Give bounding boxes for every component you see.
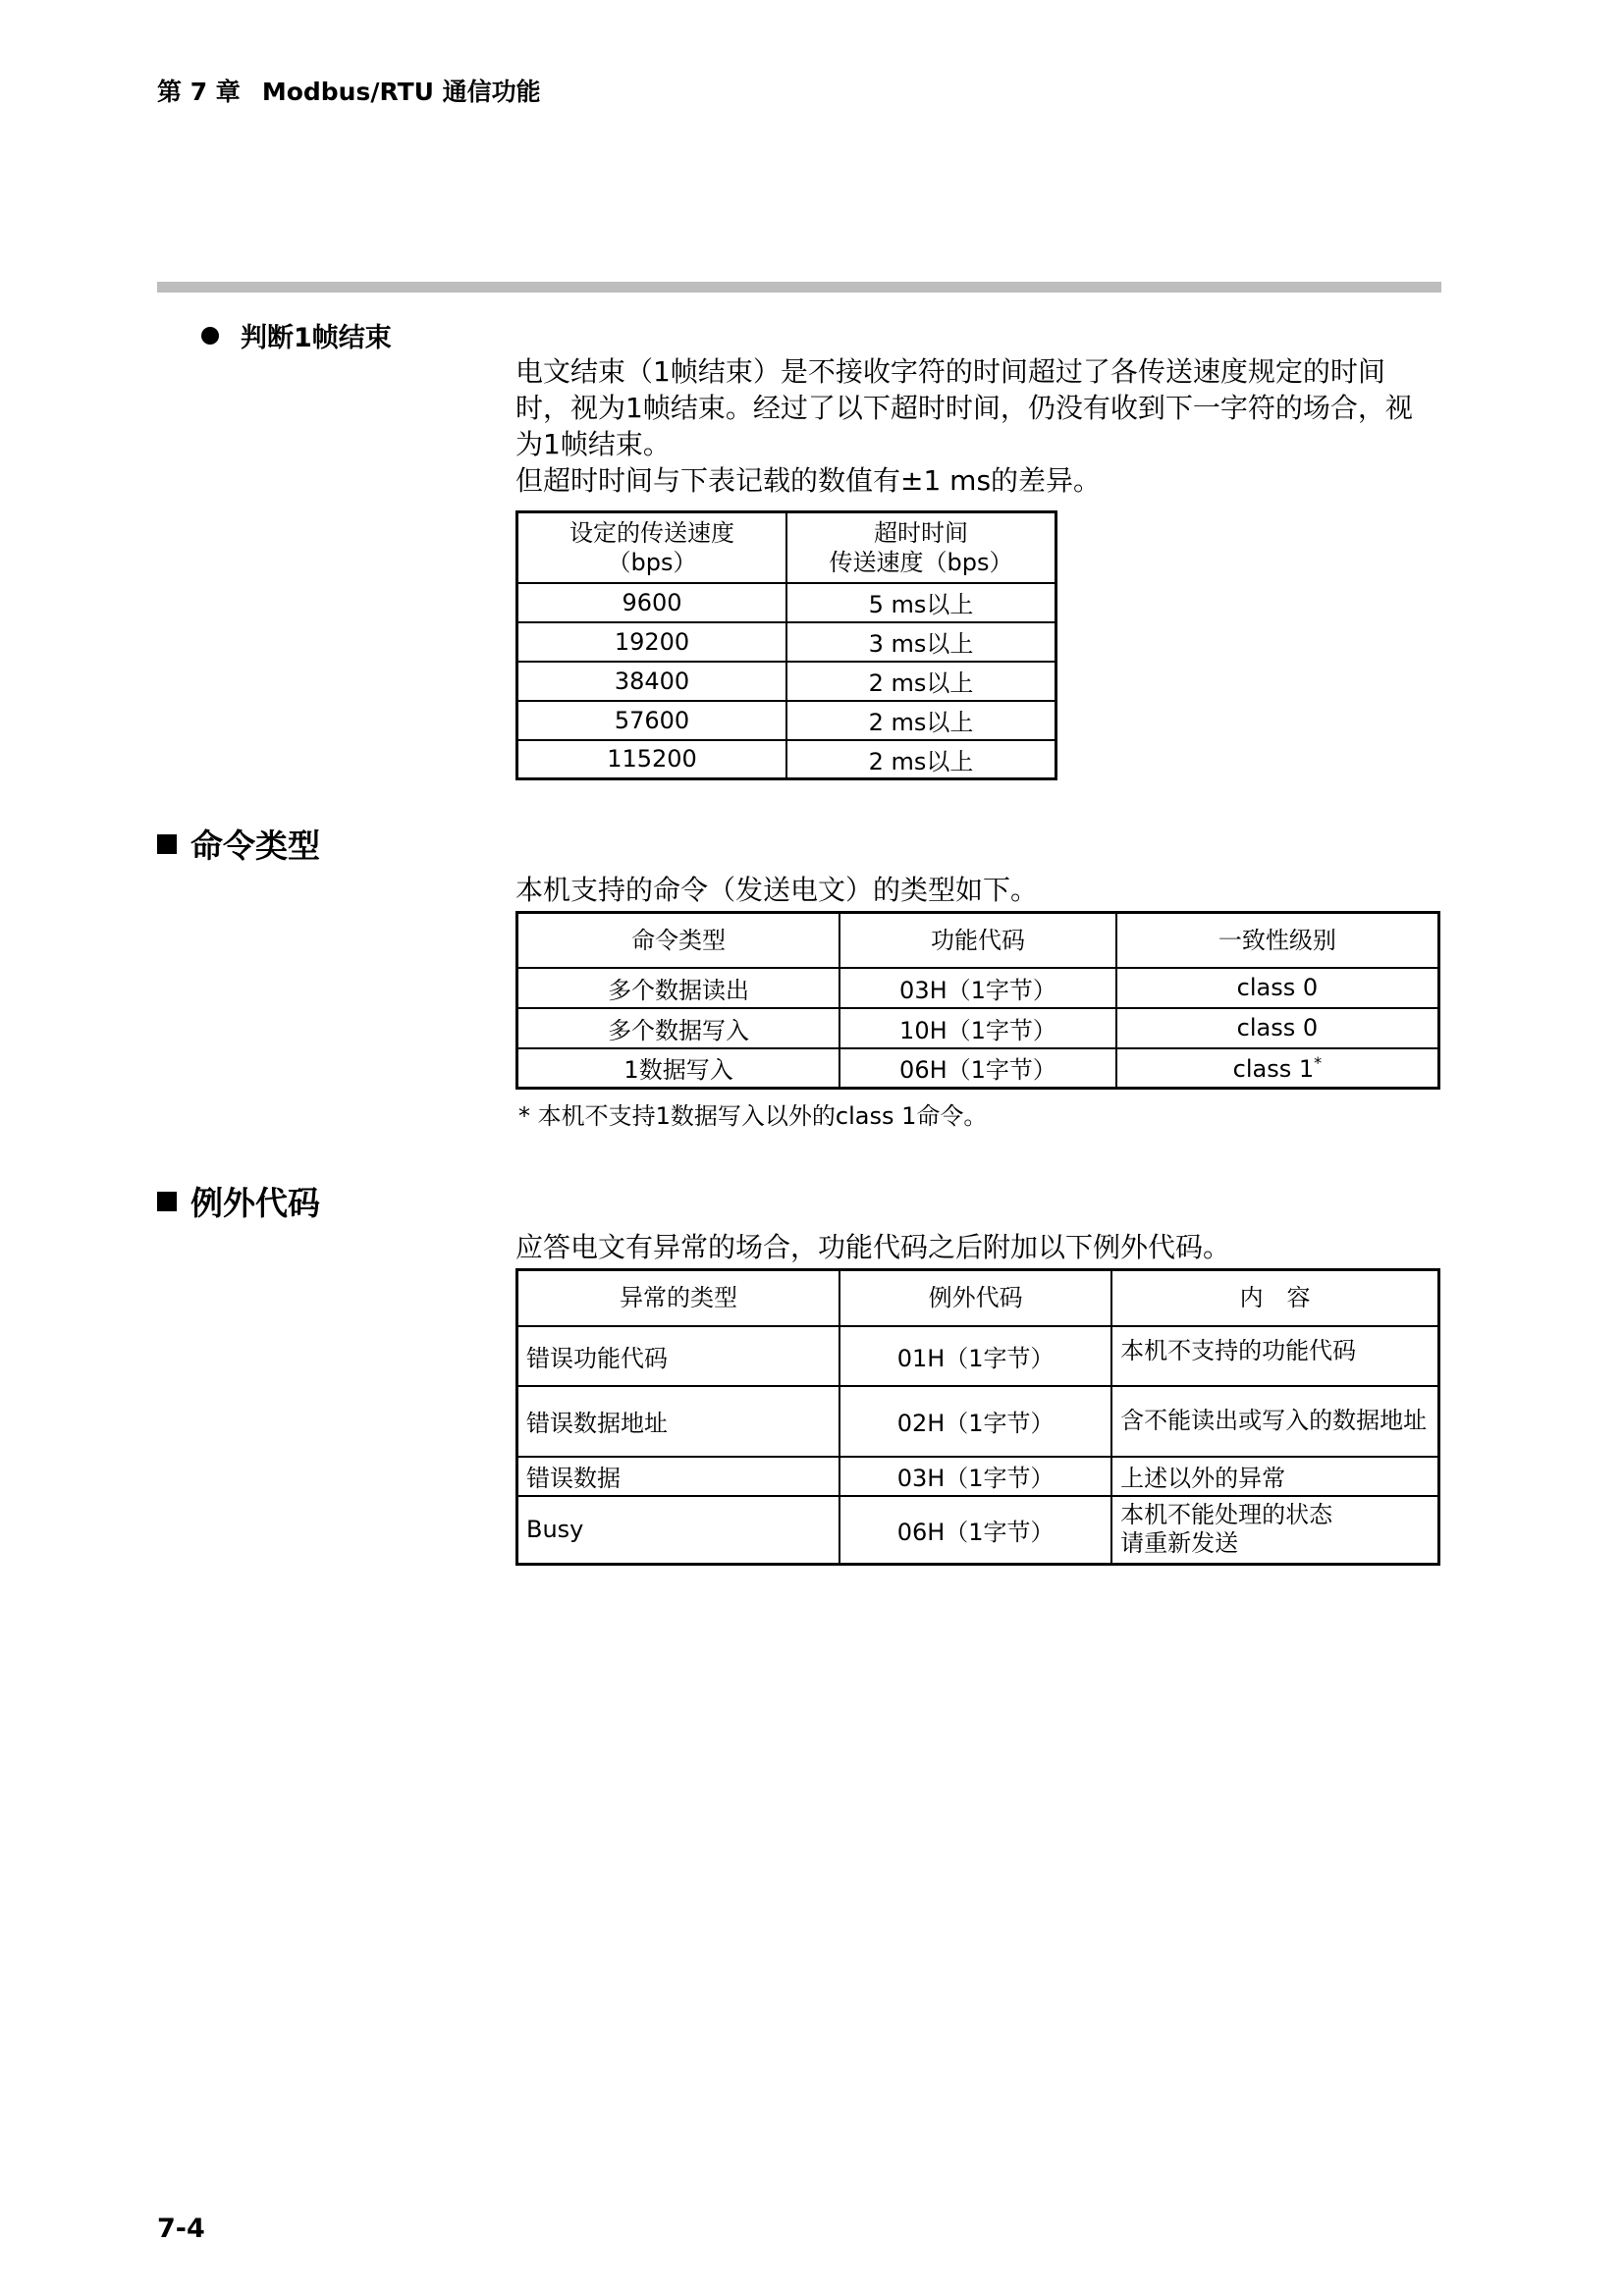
- table-cell: 06H（1字节）: [839, 1496, 1111, 1565]
- table-header: 一致性级别: [1116, 913, 1439, 968]
- table-cell: 错误数据: [517, 1457, 840, 1496]
- table-row: [517, 583, 1056, 622]
- table-cell: 本机不支持的功能代码: [1111, 1326, 1438, 1386]
- table-cell: 06H（1字节）: [839, 1048, 1116, 1089]
- table-cell: class 0: [1116, 968, 1439, 1008]
- para-line: 但超时时间与下表记载的数值有±1 ms的差异。: [515, 464, 1102, 497]
- bullet-icon: [201, 327, 219, 345]
- table-cell: 19200: [517, 622, 787, 662]
- subsection-title-text: 判断1帧结束: [241, 323, 392, 353]
- page-header: [157, 73, 541, 108]
- chapter-title: Modbus/RTU 通信功能: [261, 78, 541, 106]
- section-title-exception-codes: 例外代码: [157, 1178, 320, 1224]
- table-header: 例外代码: [839, 1270, 1111, 1326]
- table-cell: 5 ms以上: [786, 583, 1056, 622]
- table-cell: 03H（1字节）: [839, 1457, 1111, 1496]
- table-row: [517, 968, 1439, 1008]
- table-cell: 02H（1字节）: [839, 1386, 1111, 1457]
- table-header: 命令类型: [517, 913, 840, 968]
- table-cell: 9600: [517, 583, 787, 622]
- table-cell: 01H（1字节）: [839, 1326, 1111, 1386]
- table-cell: 1数据写入: [517, 1048, 840, 1089]
- table-cell: Busy: [517, 1496, 840, 1565]
- exception-codes-intro: 应答电文有异常的场合，功能代码之后附加以下例外代码。: [515, 1231, 1231, 1263]
- table-cell: 10H（1字节）: [839, 1008, 1116, 1048]
- square-bullet-icon: [157, 1192, 177, 1211]
- para-line: 为1帧结束。: [515, 428, 671, 460]
- section-title-command-types: 命令类型: [157, 821, 320, 867]
- table-row: [517, 740, 1056, 779]
- table-cell: 多个数据写入: [517, 1008, 840, 1048]
- table-row: [517, 1496, 1439, 1565]
- frame-end-paragraph: [515, 353, 1429, 499]
- table-cell: class 1*: [1116, 1048, 1439, 1089]
- command-types-intro: 本机支持的命令（发送电文）的类型如下。: [515, 874, 1039, 906]
- page-number: 7-4: [157, 2214, 205, 2244]
- para-line: 时，视为1帧结束。经过了以下超时时间，仍没有收到下一字符的场合，视: [515, 392, 1413, 424]
- square-bullet-icon: [157, 834, 177, 854]
- table-row: [517, 1457, 1439, 1496]
- table-row: [517, 1326, 1439, 1386]
- table-cell: 115200: [517, 740, 787, 779]
- table-cell: 3 ms以上: [786, 622, 1056, 662]
- table-cell: 2 ms以上: [786, 662, 1056, 701]
- table-row: [517, 662, 1056, 701]
- table-header: 异常的类型: [517, 1270, 840, 1326]
- table-row: [517, 622, 1056, 662]
- table-cell: 57600: [517, 701, 787, 740]
- table-header: 功能代码: [839, 913, 1116, 968]
- table-row: [517, 701, 1056, 740]
- table-cell: 错误功能代码: [517, 1326, 840, 1386]
- table-cell: 03H（1字节）: [839, 968, 1116, 1008]
- table-cell: 2 ms以上: [786, 701, 1056, 740]
- table-header: 设定的传送速度 （bps）: [517, 512, 787, 583]
- para-line: 电文结束（1帧结束）是不接收字符的时间超过了各传送速度规定的时间: [515, 355, 1385, 388]
- timeout-table: [515, 510, 1057, 780]
- chapter-label: 第 7 章: [157, 78, 241, 106]
- command-types-table: [515, 911, 1440, 1090]
- table-row: [517, 1048, 1439, 1089]
- table-cell: 含不能读出或写入的数据地址: [1111, 1386, 1438, 1457]
- footnote: * 本机不支持1数据写入以外的class 1命令。: [518, 1102, 988, 1130]
- table-row: [517, 1008, 1439, 1048]
- table-cell: 38400: [517, 662, 787, 701]
- table-cell: 错误数据地址: [517, 1386, 840, 1457]
- table-header: 内 容: [1111, 1270, 1438, 1326]
- section-divider: [157, 282, 1441, 293]
- table-cell: 多个数据读出: [517, 968, 840, 1008]
- table-header: 超时时间 传送速度（bps）: [786, 512, 1056, 583]
- table-cell: 本机不能处理的状态 请重新发送: [1111, 1496, 1438, 1565]
- exception-codes-table: [515, 1268, 1440, 1566]
- subsection-title: [201, 316, 392, 354]
- table-cell: class 0: [1116, 1008, 1439, 1048]
- table-cell: 2 ms以上: [786, 740, 1056, 779]
- footnote-mark: *: [1314, 1052, 1323, 1072]
- table-row: [517, 1386, 1439, 1457]
- table-cell: 上述以外的异常: [1111, 1457, 1438, 1496]
